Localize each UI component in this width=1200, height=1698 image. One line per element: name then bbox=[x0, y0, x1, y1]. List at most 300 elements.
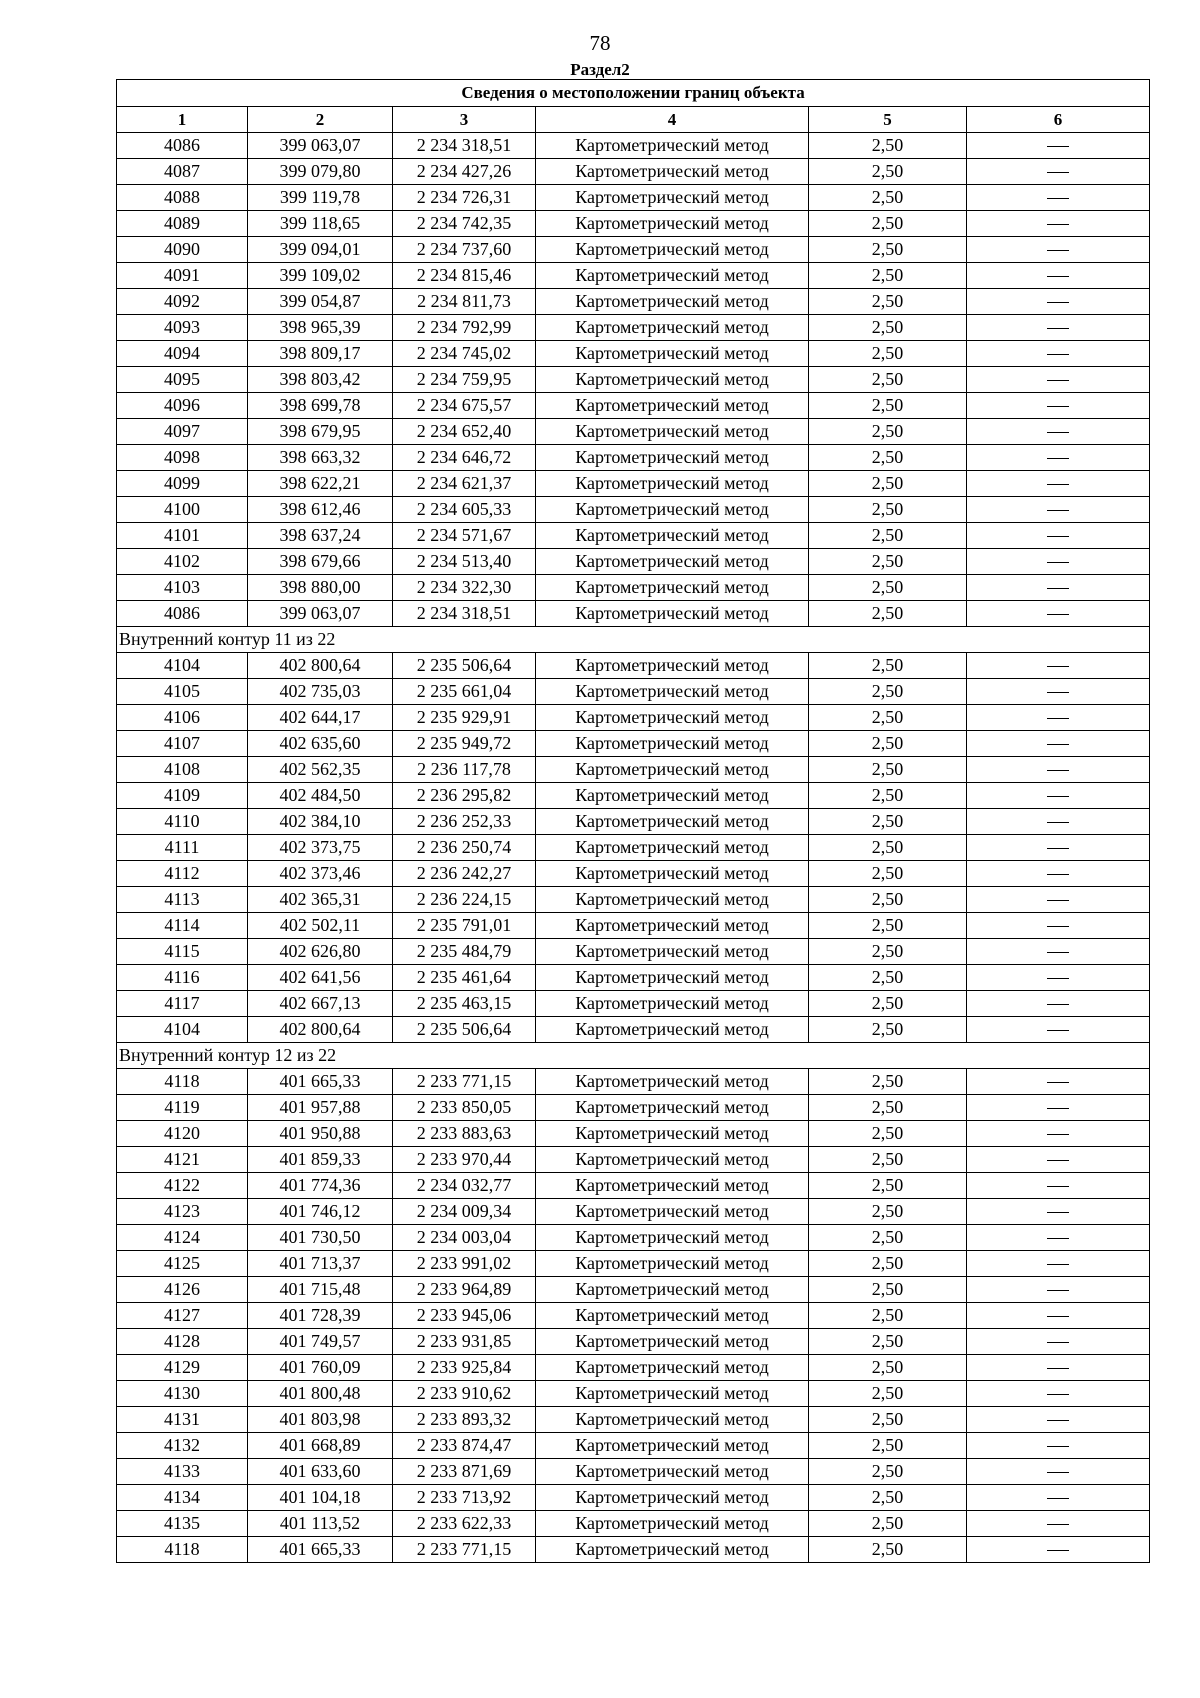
table-cell: 2,50 bbox=[809, 679, 967, 705]
table-cell: 2 233 883,63 bbox=[393, 1121, 536, 1147]
table-cell bbox=[967, 1511, 1150, 1537]
table-cell: Картометрический метод bbox=[536, 341, 809, 367]
table-cell: Картометрический метод bbox=[536, 913, 809, 939]
table-cell: Картометрический метод bbox=[536, 419, 809, 445]
table-cell: 2 233 874,47 bbox=[393, 1433, 536, 1459]
table-cell: 2 234 792,99 bbox=[393, 315, 536, 341]
table-cell: Картометрический метод bbox=[536, 263, 809, 289]
table-cell: Картометрический метод bbox=[536, 1251, 809, 1277]
table-row bbox=[117, 1277, 1150, 1303]
table-row bbox=[117, 991, 1150, 1017]
table-cell bbox=[967, 1485, 1150, 1511]
table-cell: Картометрический метод bbox=[536, 471, 809, 497]
table-cell bbox=[967, 367, 1150, 393]
table-row bbox=[117, 1511, 1150, 1537]
table-row bbox=[117, 1303, 1150, 1329]
table-cell: 4117 bbox=[117, 991, 248, 1017]
table-cell: 401 957,88 bbox=[248, 1095, 393, 1121]
table-row bbox=[117, 1329, 1150, 1355]
table-cell: 2,50 bbox=[809, 1511, 967, 1537]
table-cell bbox=[967, 133, 1150, 159]
table-row bbox=[117, 133, 1150, 159]
table-cell bbox=[967, 1225, 1150, 1251]
table-cell: 402 365,31 bbox=[248, 887, 393, 913]
table-cell bbox=[967, 471, 1150, 497]
table-cell: 2,50 bbox=[809, 419, 967, 445]
table-row bbox=[117, 861, 1150, 887]
table-cell: 2,50 bbox=[809, 1303, 967, 1329]
table-cell: 401 803,98 bbox=[248, 1407, 393, 1433]
dash-mark bbox=[1047, 744, 1069, 745]
table-cell: Картометрический метод bbox=[536, 1303, 809, 1329]
table-cell: 2 236 252,33 bbox=[393, 809, 536, 835]
table-row bbox=[117, 1147, 1150, 1173]
dash-mark bbox=[1047, 1550, 1069, 1551]
dash-mark bbox=[1047, 1030, 1069, 1031]
table-cell: 4094 bbox=[117, 341, 248, 367]
table-cell bbox=[967, 1251, 1150, 1277]
table-cell: 401 800,48 bbox=[248, 1381, 393, 1407]
table-cell: Картометрический метод bbox=[536, 185, 809, 211]
table-row bbox=[117, 601, 1150, 627]
table-row bbox=[117, 653, 1150, 679]
table-row bbox=[117, 497, 1150, 523]
table-cell: 2 234 003,04 bbox=[393, 1225, 536, 1251]
table-cell: 2 233 771,15 bbox=[393, 1069, 536, 1095]
table-row bbox=[117, 159, 1150, 185]
table-cell: 401 668,89 bbox=[248, 1433, 393, 1459]
table-cell: 2,50 bbox=[809, 237, 967, 263]
table-cell bbox=[967, 1069, 1150, 1095]
table-cell: 4101 bbox=[117, 523, 248, 549]
table-cell: 4130 bbox=[117, 1381, 248, 1407]
table-cell: 2,50 bbox=[809, 705, 967, 731]
table-cell: 2,50 bbox=[809, 991, 967, 1017]
table-cell: 2 234 032,77 bbox=[393, 1173, 536, 1199]
table-cell: 401 104,18 bbox=[248, 1485, 393, 1511]
table-row bbox=[117, 523, 1150, 549]
table-cell: 2,50 bbox=[809, 1173, 967, 1199]
table-cell: 4121 bbox=[117, 1147, 248, 1173]
table-cell: 402 641,56 bbox=[248, 965, 393, 991]
table-cell: 4107 bbox=[117, 731, 248, 757]
table-cell: Картометрический метод bbox=[536, 1511, 809, 1537]
table-cell: 2,50 bbox=[809, 601, 967, 627]
table-cell: 398 679,66 bbox=[248, 549, 393, 575]
table-cell: 4118 bbox=[117, 1069, 248, 1095]
dash-mark bbox=[1047, 588, 1069, 589]
table-row bbox=[117, 757, 1150, 783]
table-cell: 4096 bbox=[117, 393, 248, 419]
table-cell: 2,50 bbox=[809, 133, 967, 159]
table-cell bbox=[967, 679, 1150, 705]
table-cell: Картометрический метод bbox=[536, 1381, 809, 1407]
table-cell: 2,50 bbox=[809, 1147, 967, 1173]
table-row bbox=[117, 1121, 1150, 1147]
column-header-row bbox=[117, 107, 1150, 133]
table-row bbox=[117, 1381, 1150, 1407]
table-cell: 2,50 bbox=[809, 835, 967, 861]
table-cell: 402 502,11 bbox=[248, 913, 393, 939]
table-cell: 2,50 bbox=[809, 549, 967, 575]
table-cell: 402 484,50 bbox=[248, 783, 393, 809]
table-row bbox=[117, 185, 1150, 211]
dash-mark bbox=[1047, 900, 1069, 901]
table-cell: 2,50 bbox=[809, 1433, 967, 1459]
dash-mark bbox=[1047, 198, 1069, 199]
table-cell: 398 612,46 bbox=[248, 497, 393, 523]
table-row bbox=[117, 835, 1150, 861]
table-cell: 2 235 463,15 bbox=[393, 991, 536, 1017]
table-cell: Картометрический метод bbox=[536, 159, 809, 185]
table-row bbox=[117, 965, 1150, 991]
dash-mark bbox=[1047, 1108, 1069, 1109]
table-cell: 2 234 815,46 bbox=[393, 263, 536, 289]
table-cell: Картометрический метод bbox=[536, 809, 809, 835]
table-cell: 4109 bbox=[117, 783, 248, 809]
table-cell: 2 233 931,85 bbox=[393, 1329, 536, 1355]
table-row bbox=[117, 1251, 1150, 1277]
table-row bbox=[117, 1173, 1150, 1199]
table-row bbox=[117, 263, 1150, 289]
table-cell: 4122 bbox=[117, 1173, 248, 1199]
table-cell: 2 234 759,95 bbox=[393, 367, 536, 393]
table-cell: 2,50 bbox=[809, 913, 967, 939]
table-cell bbox=[967, 1199, 1150, 1225]
dash-mark bbox=[1047, 1368, 1069, 1369]
table-cell: 2 234 427,26 bbox=[393, 159, 536, 185]
table-cell: Картометрический метод bbox=[536, 757, 809, 783]
table-cell: 401 633,60 bbox=[248, 1459, 393, 1485]
table-cell: 2 233 970,44 bbox=[393, 1147, 536, 1173]
dash-mark bbox=[1047, 952, 1069, 953]
table-cell: 4126 bbox=[117, 1277, 248, 1303]
table-cell: 4089 bbox=[117, 211, 248, 237]
table-cell: Картометрический метод bbox=[536, 1017, 809, 1043]
table-cell: 2,50 bbox=[809, 1251, 967, 1277]
table-cell: 398 809,17 bbox=[248, 341, 393, 367]
table-cell: 4135 bbox=[117, 1511, 248, 1537]
dash-mark bbox=[1047, 1160, 1069, 1161]
table-cell: Картометрический метод bbox=[536, 1147, 809, 1173]
table-cell: Картометрический метод bbox=[536, 497, 809, 523]
table-cell: 2 233 925,84 bbox=[393, 1355, 536, 1381]
table-cell: Картометрический метод bbox=[536, 653, 809, 679]
table-cell bbox=[967, 783, 1150, 809]
contour-label: Внутренний контур 11 из 22 bbox=[117, 627, 1150, 653]
table-cell: 2 234 742,35 bbox=[393, 211, 536, 237]
table-cell: 402 635,60 bbox=[248, 731, 393, 757]
table-row bbox=[117, 1433, 1150, 1459]
table-cell: 401 760,09 bbox=[248, 1355, 393, 1381]
table-cell: 4125 bbox=[117, 1251, 248, 1277]
table-cell: Картометрический метод bbox=[536, 523, 809, 549]
dash-mark bbox=[1047, 276, 1069, 277]
dash-mark bbox=[1047, 822, 1069, 823]
table-cell: 2,50 bbox=[809, 393, 967, 419]
table-cell: 2,50 bbox=[809, 1069, 967, 1095]
table-cell bbox=[967, 1433, 1150, 1459]
table-cell: 4102 bbox=[117, 549, 248, 575]
table-row bbox=[117, 237, 1150, 263]
table-cell: Картометрический метод bbox=[536, 601, 809, 627]
table-cell: 398 965,39 bbox=[248, 315, 393, 341]
table-cell: Картометрический метод bbox=[536, 367, 809, 393]
column-header: 2 bbox=[248, 107, 393, 133]
table-cell bbox=[967, 341, 1150, 367]
dash-mark bbox=[1047, 302, 1069, 303]
table-cell: 4099 bbox=[117, 471, 248, 497]
section-title: Раздел2 bbox=[570, 60, 630, 79]
table-cell: 4104 bbox=[117, 1017, 248, 1043]
table-cell: 2,50 bbox=[809, 1407, 967, 1433]
table-cell: 2 235 949,72 bbox=[393, 731, 536, 757]
table-cell: 2 234 605,33 bbox=[393, 497, 536, 523]
table-cell: 402 800,64 bbox=[248, 1017, 393, 1043]
table-cell: 2 235 661,04 bbox=[393, 679, 536, 705]
table-cell: 401 728,39 bbox=[248, 1303, 393, 1329]
table-cell: 2,50 bbox=[809, 289, 967, 315]
table-row bbox=[117, 211, 1150, 237]
dash-mark bbox=[1047, 510, 1069, 511]
table-cell: 2 233 893,32 bbox=[393, 1407, 536, 1433]
table-cell: 2,50 bbox=[809, 159, 967, 185]
table-cell bbox=[967, 159, 1150, 185]
table-cell: 4103 bbox=[117, 575, 248, 601]
table-cell: 401 113,52 bbox=[248, 1511, 393, 1537]
table-cell: 2,50 bbox=[809, 965, 967, 991]
table-cell bbox=[967, 653, 1150, 679]
table-cell bbox=[967, 263, 1150, 289]
table-row bbox=[117, 731, 1150, 757]
dash-mark bbox=[1047, 1524, 1069, 1525]
table-cell: 2,50 bbox=[809, 497, 967, 523]
table-cell: 4133 bbox=[117, 1459, 248, 1485]
table-cell: 2 234 646,72 bbox=[393, 445, 536, 471]
dash-mark bbox=[1047, 874, 1069, 875]
table-cell bbox=[967, 1277, 1150, 1303]
table-cell: 398 679,95 bbox=[248, 419, 393, 445]
table-cell: 4114 bbox=[117, 913, 248, 939]
table-cell: Картометрический метод bbox=[536, 783, 809, 809]
contour-label: Внутренний контур 12 из 22 bbox=[117, 1043, 1150, 1069]
table-cell: 4127 bbox=[117, 1303, 248, 1329]
table-cell: 2,50 bbox=[809, 1381, 967, 1407]
table-cell bbox=[967, 705, 1150, 731]
table-cell: 401 950,88 bbox=[248, 1121, 393, 1147]
table-cell: 2,50 bbox=[809, 471, 967, 497]
table-cell bbox=[967, 497, 1150, 523]
table-cell: 402 800,64 bbox=[248, 653, 393, 679]
dash-mark bbox=[1047, 250, 1069, 251]
table-cell: 2,50 bbox=[809, 809, 967, 835]
table-cell bbox=[967, 549, 1150, 575]
dash-mark bbox=[1047, 848, 1069, 849]
table-cell: 4118 bbox=[117, 1537, 248, 1563]
table-cell bbox=[967, 1147, 1150, 1173]
table-cell: 4120 bbox=[117, 1121, 248, 1147]
table-cell: 2 236 242,27 bbox=[393, 861, 536, 887]
table-cell: 2 234 318,51 bbox=[393, 601, 536, 627]
table-cell: 399 063,07 bbox=[248, 133, 393, 159]
dash-mark bbox=[1047, 796, 1069, 797]
table-cell: 2,50 bbox=[809, 185, 967, 211]
table-cell: Картометрический метод bbox=[536, 861, 809, 887]
table-cell: 4092 bbox=[117, 289, 248, 315]
table-cell: 2,50 bbox=[809, 939, 967, 965]
table-cell: 2 234 726,31 bbox=[393, 185, 536, 211]
table-cell: 4123 bbox=[117, 1199, 248, 1225]
table-cell: 398 803,42 bbox=[248, 367, 393, 393]
dash-mark bbox=[1047, 432, 1069, 433]
table-cell: 398 637,24 bbox=[248, 523, 393, 549]
column-header: 1 bbox=[117, 107, 248, 133]
table-cell: 2,50 bbox=[809, 1017, 967, 1043]
table-cell bbox=[967, 913, 1150, 939]
table-cell bbox=[967, 1303, 1150, 1329]
table-cell: 2,50 bbox=[809, 1095, 967, 1121]
table-cell: 2 236 295,82 bbox=[393, 783, 536, 809]
table-cell: 402 373,46 bbox=[248, 861, 393, 887]
table-cell bbox=[967, 393, 1150, 419]
table-cell: Картометрический метод bbox=[536, 1329, 809, 1355]
table-cell: Картометрический метод bbox=[536, 211, 809, 237]
table-cell: 2,50 bbox=[809, 1329, 967, 1355]
table-cell: 399 054,87 bbox=[248, 289, 393, 315]
table-cell: 2 235 791,01 bbox=[393, 913, 536, 939]
table-cell: Картометрический метод bbox=[536, 445, 809, 471]
dash-mark bbox=[1047, 1004, 1069, 1005]
table-cell: Картометрический метод bbox=[536, 705, 809, 731]
table-cell: 398 663,32 bbox=[248, 445, 393, 471]
table-cell: 4091 bbox=[117, 263, 248, 289]
table-cell bbox=[967, 601, 1150, 627]
page-number: 78 bbox=[589, 31, 611, 55]
dash-mark bbox=[1047, 354, 1069, 355]
table-cell bbox=[967, 1173, 1150, 1199]
table-cell: 2 233 713,92 bbox=[393, 1485, 536, 1511]
table-cell: Картометрический метод bbox=[536, 237, 809, 263]
table-cell: 4086 bbox=[117, 601, 248, 627]
table-cell: 4128 bbox=[117, 1329, 248, 1355]
table-cell: 398 880,00 bbox=[248, 575, 393, 601]
table-row bbox=[117, 1069, 1150, 1095]
table-cell: 2 234 318,51 bbox=[393, 133, 536, 159]
table-cell bbox=[967, 939, 1150, 965]
table-cell: 2 233 622,33 bbox=[393, 1511, 536, 1537]
table-cell: 2 234 513,40 bbox=[393, 549, 536, 575]
table-cell: 4129 bbox=[117, 1355, 248, 1381]
table-row bbox=[117, 939, 1150, 965]
table-cell: Картометрический метод bbox=[536, 1537, 809, 1563]
table-cell bbox=[967, 237, 1150, 263]
table-row bbox=[117, 1199, 1150, 1225]
table-cell: Картометрический метод bbox=[536, 1121, 809, 1147]
table-cell: 2,50 bbox=[809, 1485, 967, 1511]
table-cell: 2 234 811,73 bbox=[393, 289, 536, 315]
table-cell: 4112 bbox=[117, 861, 248, 887]
table-cell: 2 236 117,78 bbox=[393, 757, 536, 783]
table-row bbox=[117, 289, 1150, 315]
table-cell bbox=[967, 1017, 1150, 1043]
table-row bbox=[117, 679, 1150, 705]
table-cell: 4131 bbox=[117, 1407, 248, 1433]
table-cell: 2,50 bbox=[809, 1459, 967, 1485]
table-cell: 2 234 675,57 bbox=[393, 393, 536, 419]
table-row bbox=[117, 315, 1150, 341]
table-cell: 4106 bbox=[117, 705, 248, 731]
table-cell: Картометрический метод bbox=[536, 991, 809, 1017]
table-cell: Картометрический метод bbox=[536, 1485, 809, 1511]
dash-mark bbox=[1047, 1238, 1069, 1239]
table-row bbox=[117, 1407, 1150, 1433]
table-row bbox=[117, 887, 1150, 913]
dash-mark bbox=[1047, 1420, 1069, 1421]
table-caption: Сведения о местоположении границ объекта bbox=[117, 80, 1150, 107]
dash-mark bbox=[1047, 172, 1069, 173]
column-header: 5 bbox=[809, 107, 967, 133]
table-cell: 402 384,10 bbox=[248, 809, 393, 835]
table-cell bbox=[967, 965, 1150, 991]
dash-mark bbox=[1047, 718, 1069, 719]
table-row bbox=[117, 783, 1150, 809]
table-cell: 4104 bbox=[117, 653, 248, 679]
table-cell bbox=[967, 1459, 1150, 1485]
table-cell: 401 746,12 bbox=[248, 1199, 393, 1225]
table-cell: Картометрический метод bbox=[536, 965, 809, 991]
table-cell: 2,50 bbox=[809, 315, 967, 341]
table-cell: 2,50 bbox=[809, 1121, 967, 1147]
table-cell: 4108 bbox=[117, 757, 248, 783]
table-cell: 2 235 506,64 bbox=[393, 1017, 536, 1043]
contour-label-row bbox=[117, 627, 1150, 653]
dash-mark bbox=[1047, 1446, 1069, 1447]
table-cell: 2 235 506,64 bbox=[393, 653, 536, 679]
table-cell: Картометрический метод bbox=[536, 1095, 809, 1121]
table-cell: 2,50 bbox=[809, 887, 967, 913]
dash-mark bbox=[1047, 1264, 1069, 1265]
table-cell bbox=[967, 991, 1150, 1017]
table-cell: 4088 bbox=[117, 185, 248, 211]
table-cell: 2 233 964,89 bbox=[393, 1277, 536, 1303]
table-cell: 401 749,57 bbox=[248, 1329, 393, 1355]
table-cell: 401 859,33 bbox=[248, 1147, 393, 1173]
dash-mark bbox=[1047, 666, 1069, 667]
table-cell: 2,50 bbox=[809, 731, 967, 757]
table-cell: 401 665,33 bbox=[248, 1537, 393, 1563]
table-cell: 4124 bbox=[117, 1225, 248, 1251]
table-cell: 2,50 bbox=[809, 861, 967, 887]
table-cell bbox=[967, 315, 1150, 341]
boundary-coordinates-table bbox=[116, 79, 1150, 1563]
table-row bbox=[117, 809, 1150, 835]
table-cell: 402 644,17 bbox=[248, 705, 393, 731]
table-cell: 2,50 bbox=[809, 1537, 967, 1563]
table-cell bbox=[967, 1355, 1150, 1381]
table-row bbox=[117, 419, 1150, 445]
table-cell: 4111 bbox=[117, 835, 248, 861]
dash-mark bbox=[1047, 978, 1069, 979]
table-row bbox=[117, 1355, 1150, 1381]
table-cell: 4116 bbox=[117, 965, 248, 991]
table-cell: 401 665,33 bbox=[248, 1069, 393, 1095]
table-cell: Картометрический метод bbox=[536, 133, 809, 159]
table-cell: 4134 bbox=[117, 1485, 248, 1511]
dash-mark bbox=[1047, 536, 1069, 537]
dash-mark bbox=[1047, 1212, 1069, 1213]
table-row bbox=[117, 913, 1150, 939]
table-cell bbox=[967, 1381, 1150, 1407]
